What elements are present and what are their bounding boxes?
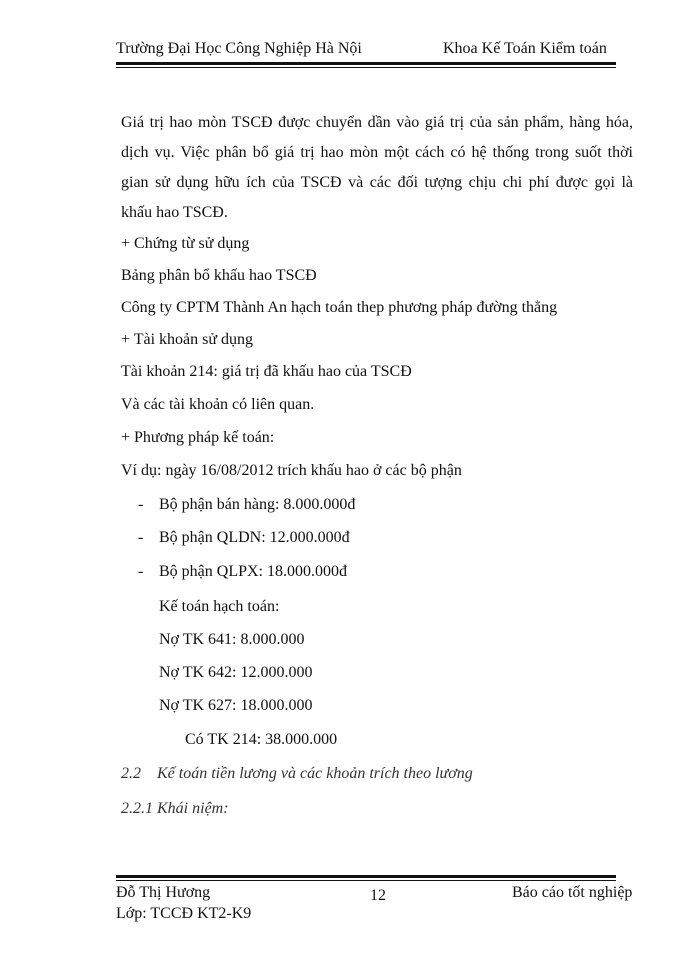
section-title: Kế toán tiền lương và các khoản trích theo lương: [157, 765, 473, 782]
page-number: 12: [370, 887, 386, 904]
bullet-item: Bộ phận QLPX: 18.000.000đ: [159, 563, 347, 580]
header-faculty: Khoa Kế Toán Kiểm toán: [443, 40, 607, 57]
debit-entry: Nợ TK 627: 18.000.000: [159, 697, 313, 714]
footer-class: Lớp: TCCĐ KT2-K9: [116, 905, 252, 922]
header-rule-thin: [116, 67, 616, 68]
bullet-dash: -: [138, 496, 144, 513]
bullet-dash: -: [138, 563, 144, 580]
footer-author: Đỗ Thị Hương: [116, 884, 211, 901]
debit-entry: Nợ TK 642: 12.000.000: [159, 664, 313, 681]
text-line: Công ty CPTM Thành An hạch toán thep phương pháp đường thẳng: [121, 299, 558, 316]
heading-vouchers: + Chứng từ sử dụng: [121, 235, 250, 252]
example-line: Ví dụ: ngày 16/08/2012 trích khấu hao ở các bộ phận: [121, 462, 462, 479]
heading-method: + Phương pháp kế toán:: [121, 429, 275, 446]
bullet-item: Bộ phận QLDN: 12.000.000đ: [159, 529, 350, 546]
footer-report-title: Báo cáo tốt nghiệp: [512, 884, 633, 901]
footer-rule-thick: [116, 875, 616, 878]
entries-heading: Kế toán hạch toán:: [159, 598, 280, 615]
paragraph-line: khấu hao TSCĐ.: [121, 204, 228, 221]
text-line: Tài khoản 214: giá trị đã khấu hao của TSCĐ: [121, 363, 412, 380]
header-school: Trường Đại Học Công Nghiệp Hà Nội: [116, 40, 362, 57]
section-number: 2.2: [121, 765, 141, 782]
heading-accounts: + Tài khoản sử dụng: [121, 331, 254, 348]
text-line: Bảng phân bổ khấu hao TSCĐ: [121, 267, 317, 284]
header-rule-thick: [116, 62, 616, 65]
text-line: Và các tài khoản có liên quan.: [121, 396, 315, 413]
paragraph-line: Giá trị hao mòn TSCĐ được chuyển dần vào giá trị của sản phẩm, hàng hóa,: [121, 114, 633, 131]
subsection-title: 2.2.1 Khái niệm:: [121, 800, 229, 817]
paragraph-line: gian sử dụng hữu ích của TSCĐ và các đối tượng chịu chi phí được gọi là: [121, 174, 633, 191]
paragraph-line: dịch vụ. Việc phân bổ giá trị hao mòn một cách có hệ thống trong suốt thời: [121, 144, 633, 161]
credit-entry: Có TK 214: 38.000.000: [185, 731, 338, 748]
footer-rule-thin: [116, 880, 616, 881]
bullet-dash: -: [138, 529, 144, 546]
debit-entry: Nợ TK 641: 8.000.000: [159, 631, 305, 648]
bullet-item: Bộ phận bán hàng: 8.000.000đ: [159, 496, 356, 513]
